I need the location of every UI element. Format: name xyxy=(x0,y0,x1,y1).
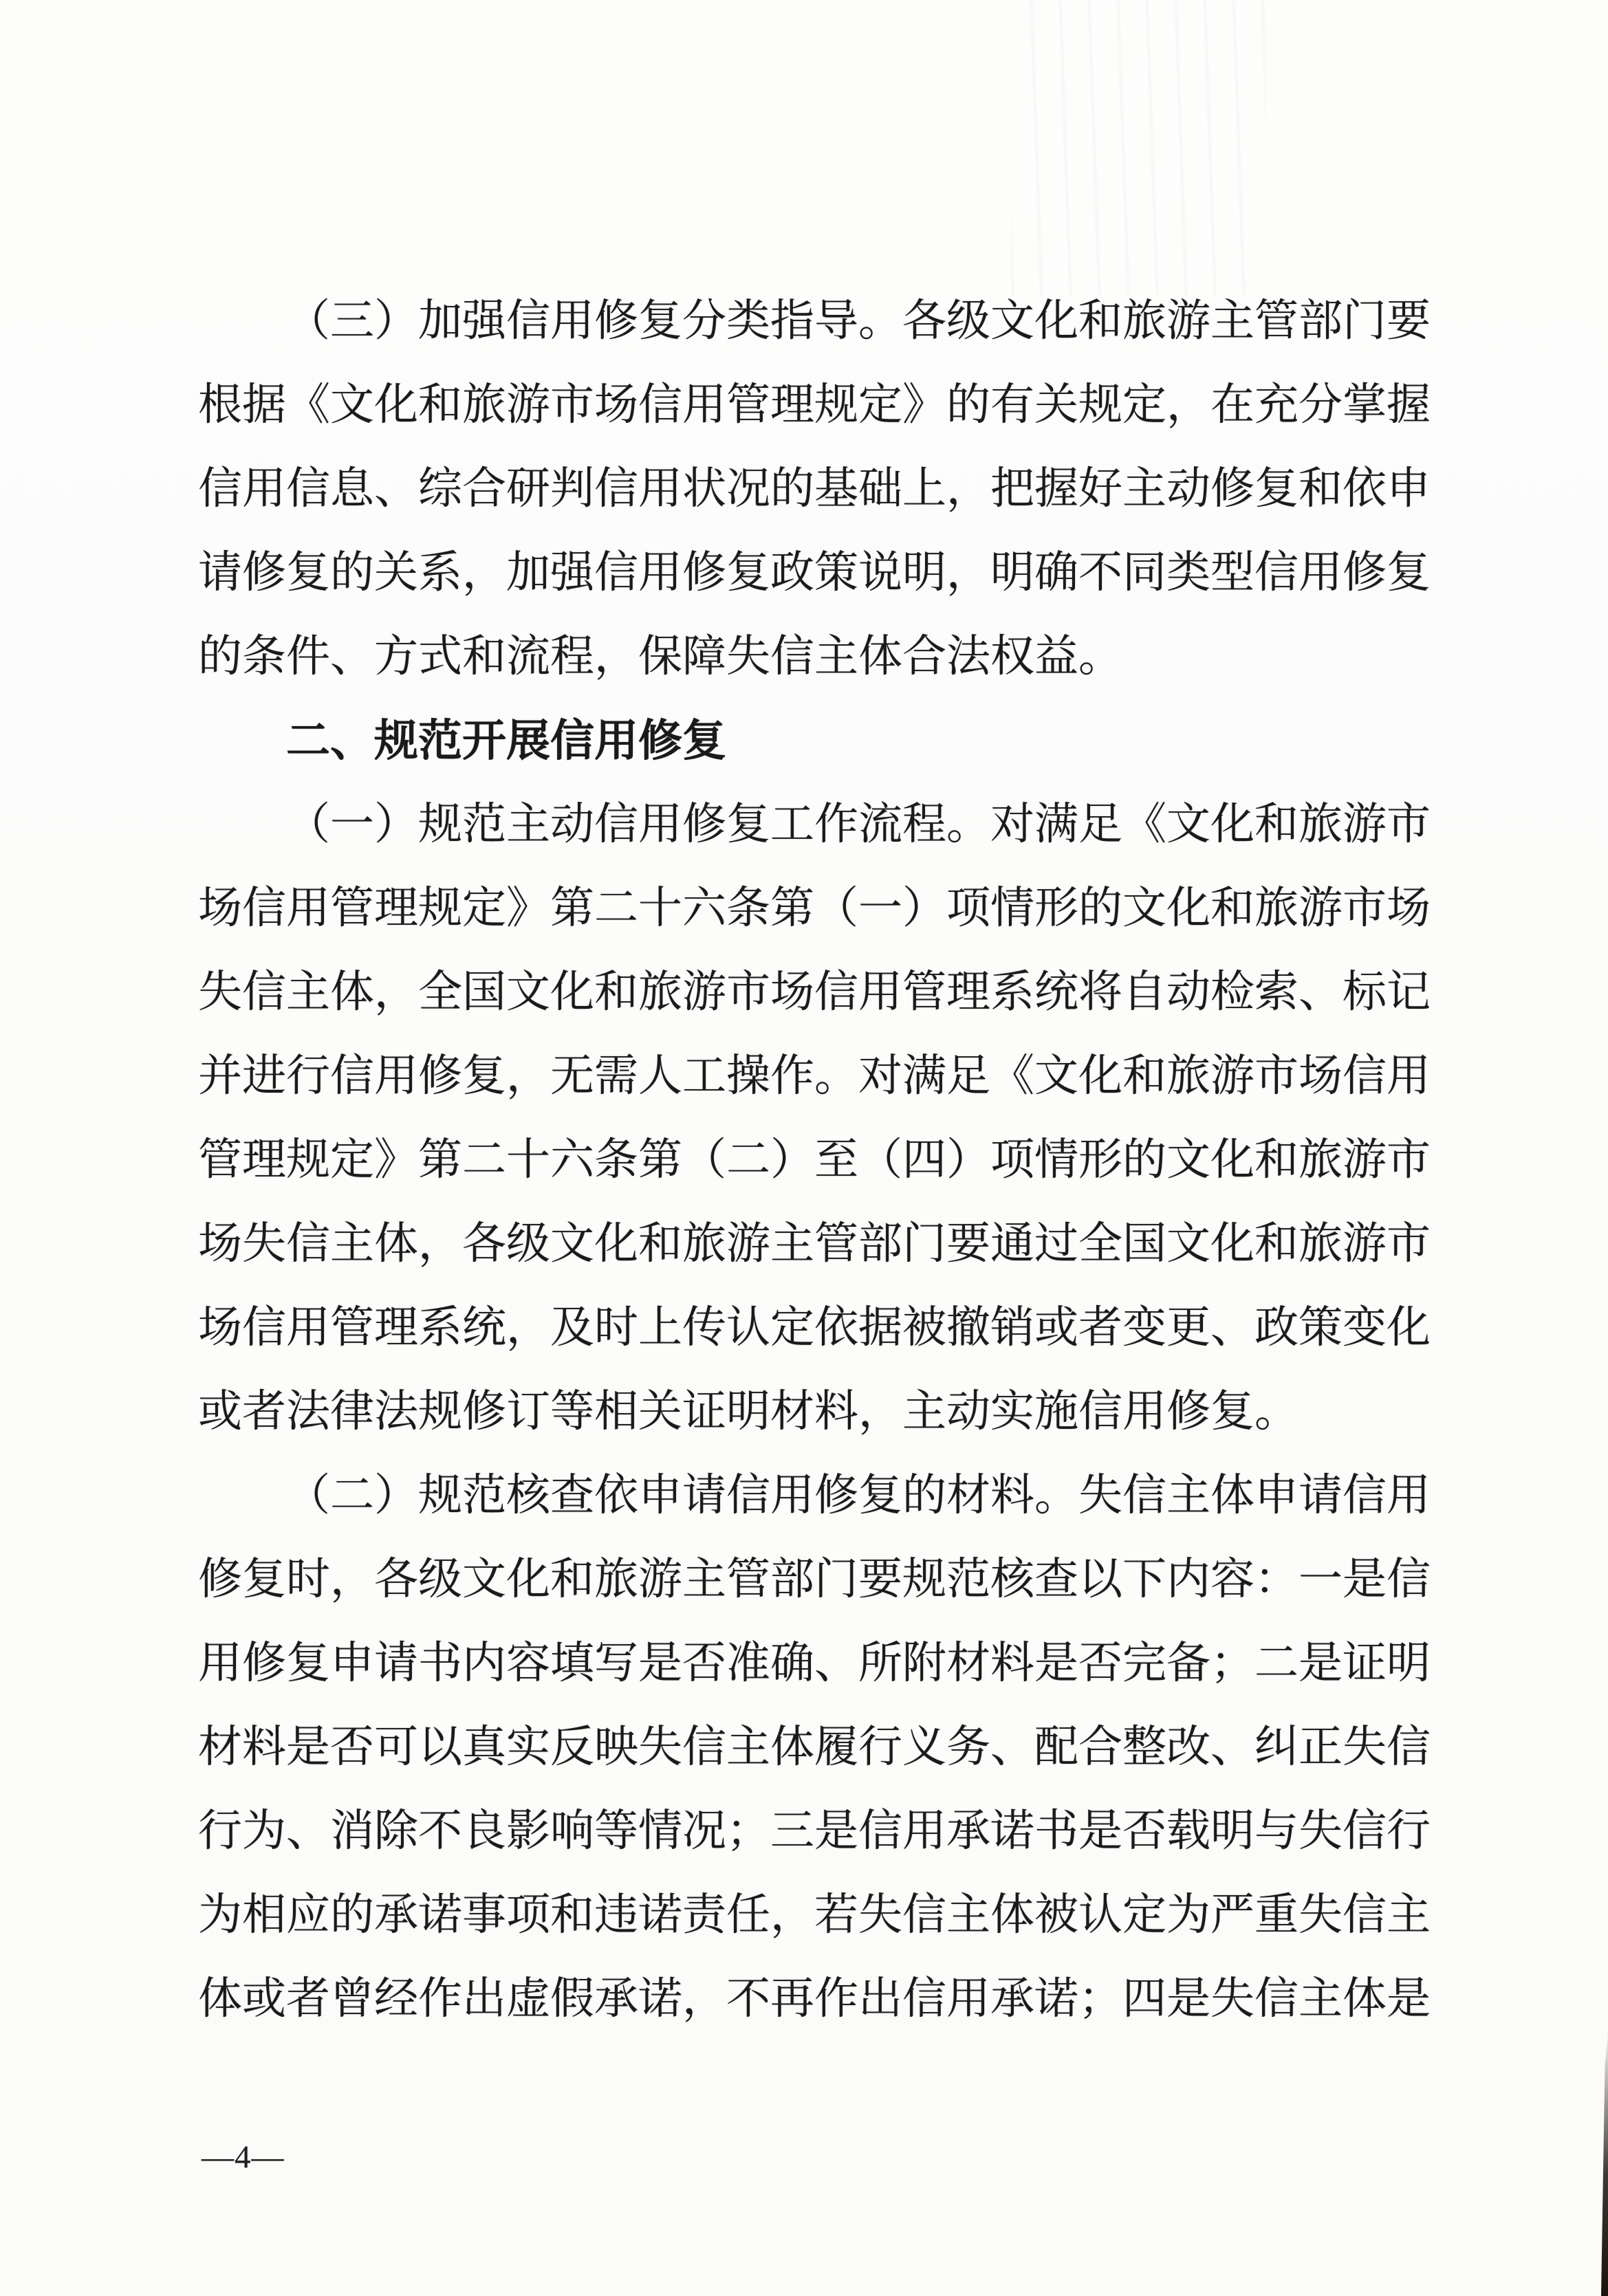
text-line: 失信主体，全国文化和旅游市场信用管理系统将自动检索、标记 xyxy=(198,967,1431,1016)
text-line: （一）规范主动信用修复工作流程。对满足《文化和旅游市 xyxy=(286,800,1431,849)
text-line: 信用信息、综合研判信用状况的基础上，把握好主动修复和依申 xyxy=(198,464,1431,513)
text-line: （二）规范核查依申请信用修复的材料。失信主体申请信用 xyxy=(286,1471,1431,1520)
paragraph-proactive-repair-workflow xyxy=(198,783,1436,1454)
text-line: 或者法律法规修订等相关证明材料，主动实施信用修复。 xyxy=(198,1387,1299,1436)
section-heading-block xyxy=(198,699,1436,783)
page-number: —4— xyxy=(202,2139,285,2175)
text-line: 根据《文化和旅游市场信用管理规定》的有关规定，在充分掌握 xyxy=(198,380,1431,429)
text-line: 用修复申请书内容填写是否准确、所附材料是否完备；二是证明 xyxy=(198,1639,1431,1687)
text-line: 场信用管理规定》第二十六条第（一）项情形的文化和旅游市场 xyxy=(198,884,1431,932)
paragraph-application-material-review xyxy=(198,1454,1436,2041)
text-line: 修复时，各级文化和旅游主管部门要规范核查以下内容：一是信 xyxy=(198,1555,1431,1604)
section-heading: 二、规范开展信用修复 xyxy=(286,716,726,765)
text-line: 行为、消除不良影响等情况；三是信用承诺书是否载明与失信行 xyxy=(198,1806,1431,1855)
scan-artifact-streaks xyxy=(1011,0,1265,296)
paragraph-classified-guidance xyxy=(198,279,1436,699)
document-body xyxy=(198,279,1436,2041)
text-line: 请修复的关系，加强信用修复政策说明，明确不同类型信用修复 xyxy=(198,548,1431,597)
text-line: 场失信主体，各级文化和旅游主管部门要通过全国文化和旅游市 xyxy=(198,1219,1431,1268)
text-line: 体或者曾经作出虚假承诺，不再作出信用承诺；四是失信主体是 xyxy=(198,1974,1431,2023)
text-line: 的条件、方式和流程，保障失信主体合法权益。 xyxy=(198,632,1122,681)
text-line: 场信用管理系统，及时上传认定依据被撤销或者变更、政策变化 xyxy=(198,1303,1431,1352)
text-line: 管理规定》第二十六条第（二）至（四）项情形的文化和旅游市 xyxy=(198,1135,1431,1184)
text-line: （三）加强信用修复分类指导。各级文化和旅游主管部门要 xyxy=(286,296,1431,345)
scan-edge-shadow xyxy=(1601,2029,1608,2296)
text-line: 并进行信用修复，无需人工操作。对满足《文化和旅游市场信用 xyxy=(198,1051,1431,1100)
text-line: 为相应的承诺事项和违诺责任，若失信主体被认定为严重失信主 xyxy=(198,1890,1431,1939)
text-line: 材料是否可以真实反映失信主体履行义务、配合整改、纠正失信 xyxy=(198,1723,1431,1771)
